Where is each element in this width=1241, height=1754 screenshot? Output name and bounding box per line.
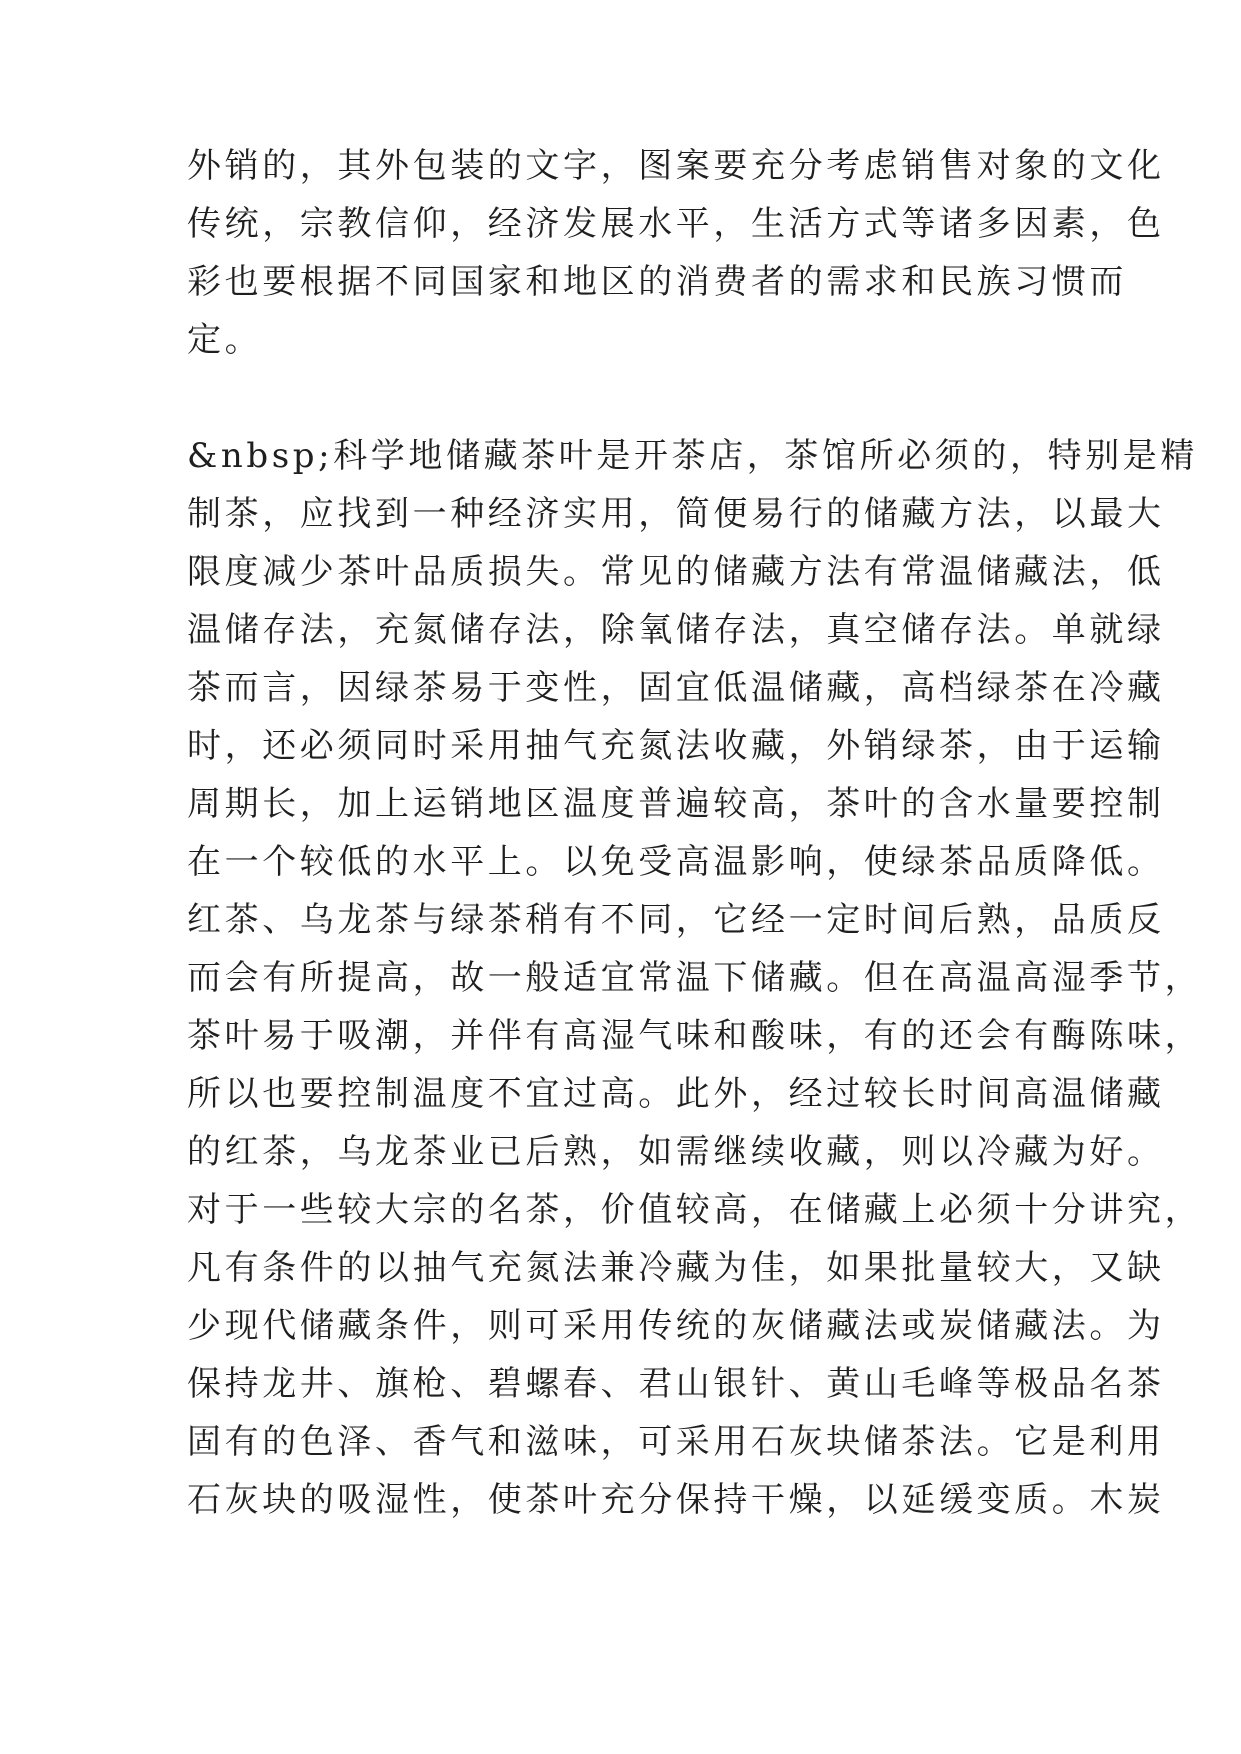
paragraph-2-line-7: 周期长，加上运销地区温度普遍较高，茶叶的含水量要控制 [187,784,1165,824]
paragraph-2-line-1: &nbsp;科学地储藏茶叶是开茶店，茶馆所必须的，特别是精 [187,436,1198,476]
paragraph-2-line-10: 而会有所提高，故一般适宜常温下储藏。但在高温高湿季节， [187,958,1203,998]
paragraph-2-line-18: 固有的色泽、香气和滋味，可采用石灰块储茶法。它是利用 [187,1422,1165,1462]
paragraph-1-line-2: 传统，宗教信仰，经济发展水平，生活方式等诸多因素，色 [187,204,1165,244]
paragraph-1-line-1: 外销的，其外包装的文字，图案要充分考虑销售对象的文化 [187,146,1165,186]
paragraph-2-line-9: 红茶、乌龙茶与绿茶稍有不同，它经一定时间后熟，品质反 [187,900,1165,940]
paragraph-2-line-8: 在一个较低的水平上。以免受高温影响，使绿茶品质降低。 [187,842,1165,882]
paragraph-2-line-14: 对于一些较大宗的名茶，价值较高，在储藏上必须十分讲究， [187,1190,1203,1230]
paragraph-2-line-15: 凡有条件的以抽气充氮法兼冷藏为佳，如果批量较大，又缺 [187,1248,1165,1288]
paragraph-2-line-19: 石灰块的吸湿性，使茶叶充分保持干燥，以延缓变质。木炭 [187,1480,1165,1520]
paragraph-2-line-11: 茶叶易于吸潮，并伴有高湿气味和酸味，有的还会有酶陈味， [187,1016,1203,1056]
paragraph-2-line-2: 制茶，应找到一种经济实用，简便易行的储藏方法，以最大 [187,494,1165,534]
paragraph-1-line-4: 定。 [187,320,263,360]
paragraph-2-line-3: 限度减少茶叶品质损失。常见的储藏方法有常温储藏法，低 [187,552,1165,592]
paragraph-2-line-5: 茶而言，因绿茶易于变性，固宜低温储藏，高档绿茶在冷藏 [187,668,1165,708]
paragraph-2-line-17: 保持龙井、旗枪、碧螺春、君山银针、黄山毛峰等极品名茶 [187,1364,1165,1404]
paragraph-2-line-12: 所以也要控制温度不宜过高。此外，经过较长时间高温储藏 [187,1074,1165,1114]
paragraph-2-line-13: 的红茶，乌龙茶业已后熟，如需继续收藏，则以冷藏为好。 [187,1132,1165,1172]
paragraph-2-line-6: 时，还必须同时采用抽气充氮法收藏，外销绿茶，由于运输 [187,726,1165,766]
paragraph-2-line-4: 温储存法，充氮储存法，除氧储存法，真空储存法。单就绿 [187,610,1165,650]
paragraph-1-line-3: 彩也要根据不同国家和地区的消费者的需求和民族习惯而 [187,262,1127,302]
paragraph-2-line-16: 少现代储藏条件，则可采用传统的灰储藏法或炭储藏法。为 [187,1306,1165,1346]
